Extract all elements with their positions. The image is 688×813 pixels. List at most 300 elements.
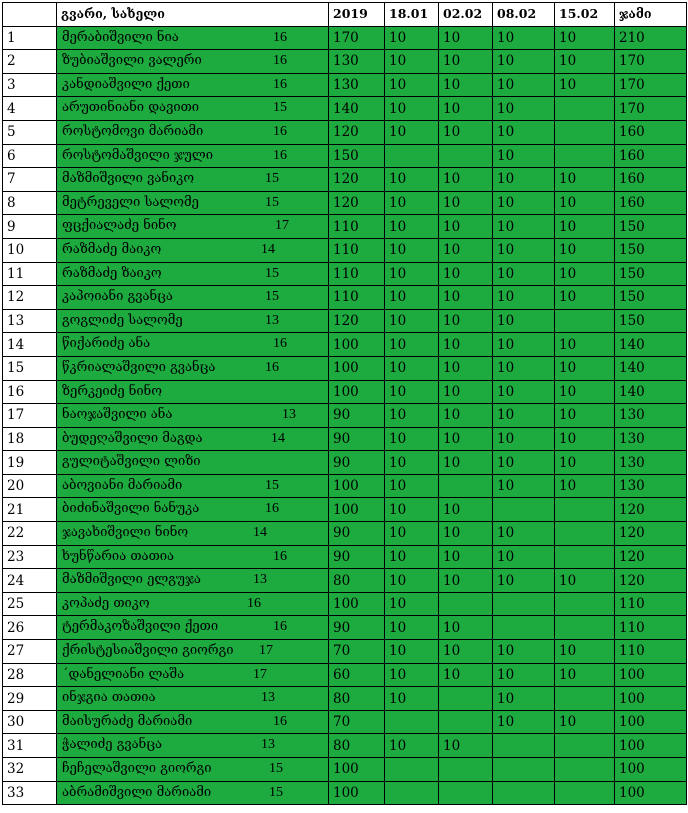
student-cell xyxy=(57,545,329,569)
score-total: 140 xyxy=(615,356,687,380)
student-cell xyxy=(57,640,329,664)
student-cell xyxy=(57,191,329,215)
row-number: 6 xyxy=(3,144,57,168)
score-0202: 10 xyxy=(439,451,493,475)
row-number: 16 xyxy=(3,380,57,404)
score-1801: 10 xyxy=(385,451,439,475)
student-age: 16 xyxy=(247,595,261,611)
score-0802 xyxy=(493,616,555,640)
row-number: 17 xyxy=(3,404,57,428)
score-1801: 10 xyxy=(385,498,439,522)
score-0202: 10 xyxy=(439,191,493,215)
student-cell xyxy=(57,616,329,640)
score-1502: 10 xyxy=(555,663,615,687)
score-0802: 10 xyxy=(493,545,555,569)
student-name: კანდიაშვილი ქეთი xyxy=(62,76,190,92)
student-age: 16 xyxy=(273,619,287,635)
score-0802: 10 xyxy=(493,120,555,144)
student-name: არუთინიანი დავითი xyxy=(62,100,200,116)
student-age: 16 xyxy=(273,76,287,92)
score-1502 xyxy=(555,758,615,782)
score-2019: 100 xyxy=(329,380,385,404)
score-1801: 10 xyxy=(385,474,439,498)
row-number: 30 xyxy=(3,710,57,734)
score-0202 xyxy=(439,781,493,805)
table-row xyxy=(3,356,687,380)
student-cell xyxy=(57,663,329,687)
score-1502: 10 xyxy=(555,215,615,239)
row-number: 32 xyxy=(3,758,57,782)
score-0202: 10 xyxy=(439,73,493,97)
header-date-0802: 08.02 xyxy=(493,3,555,27)
student-age: 14 xyxy=(261,241,275,257)
student-age: 15 xyxy=(265,289,279,305)
table-row xyxy=(3,640,687,664)
table-row xyxy=(3,144,687,168)
row-number: 21 xyxy=(3,498,57,522)
header-date-1801: 18.01 xyxy=(385,3,439,27)
score-0202 xyxy=(439,592,493,616)
score-1801: 10 xyxy=(385,333,439,357)
table-row xyxy=(3,758,687,782)
score-1801: 10 xyxy=(385,191,439,215)
student-name: გოგლიძე სალომე xyxy=(62,312,183,328)
score-0202: 10 xyxy=(439,380,493,404)
student-age: 15 xyxy=(273,100,287,116)
student-cell xyxy=(57,498,329,522)
score-2019: 100 xyxy=(329,498,385,522)
row-number: 25 xyxy=(3,592,57,616)
student-cell xyxy=(57,451,329,475)
row-number: 33 xyxy=(3,781,57,805)
score-1801: 10 xyxy=(385,522,439,546)
row-number: 27 xyxy=(3,640,57,664)
score-2019: 110 xyxy=(329,215,385,239)
score-total: 210 xyxy=(615,26,687,50)
score-1801: 10 xyxy=(385,73,439,97)
score-1801 xyxy=(385,758,439,782)
row-number: 29 xyxy=(3,687,57,711)
score-0802: 10 xyxy=(493,286,555,310)
student-age: 14 xyxy=(253,525,267,541)
student-cell xyxy=(57,474,329,498)
score-0202: 10 xyxy=(439,427,493,451)
score-0802: 10 xyxy=(493,710,555,734)
score-0802: 10 xyxy=(493,73,555,97)
student-cell xyxy=(57,356,329,380)
score-1801: 10 xyxy=(385,687,439,711)
score-total: 160 xyxy=(615,144,687,168)
score-0202 xyxy=(439,144,493,168)
student-age: 13 xyxy=(261,737,275,753)
score-2019: 90 xyxy=(329,404,385,428)
student-name: მეტრეველი სალომე xyxy=(62,194,199,210)
score-1502: 10 xyxy=(555,569,615,593)
score-total: 100 xyxy=(615,663,687,687)
student-age: 15 xyxy=(269,784,283,800)
student-name: აბოვიანი მარიამი xyxy=(62,477,183,493)
table-row xyxy=(3,616,687,640)
student-name: წკრიალაშვილი გვანცა xyxy=(62,359,216,375)
score-1502: 10 xyxy=(555,380,615,404)
score-2019: 100 xyxy=(329,781,385,805)
score-1801 xyxy=(385,710,439,734)
score-2019: 90 xyxy=(329,545,385,569)
table-row xyxy=(3,215,687,239)
student-cell xyxy=(57,286,329,310)
score-total: 100 xyxy=(615,758,687,782)
student-cell xyxy=(57,522,329,546)
score-0802: 10 xyxy=(493,380,555,404)
table-row xyxy=(3,663,687,687)
table-row xyxy=(3,734,687,758)
table-row xyxy=(3,404,687,428)
score-0802: 10 xyxy=(493,215,555,239)
student-name: მაისურაძე მარიამი xyxy=(62,713,193,729)
student-name: ფცქიალაძე ნინო xyxy=(62,218,177,234)
score-1801: 10 xyxy=(385,592,439,616)
score-2019: 90 xyxy=(329,427,385,451)
table-row xyxy=(3,687,687,711)
student-age: 16 xyxy=(273,548,287,564)
score-0202 xyxy=(439,474,493,498)
score-0802: 10 xyxy=(493,309,555,333)
score-total: 160 xyxy=(615,168,687,192)
table-row xyxy=(3,333,687,357)
row-number: 23 xyxy=(3,545,57,569)
student-age: 15 xyxy=(269,761,283,776)
table-row xyxy=(3,97,687,121)
score-2019: 110 xyxy=(329,286,385,310)
score-0802: 10 xyxy=(493,97,555,121)
score-total: 100 xyxy=(615,734,687,758)
score-2019: 100 xyxy=(329,333,385,357)
score-2019: 110 xyxy=(329,238,385,262)
score-1502: 10 xyxy=(555,333,615,357)
score-1801: 10 xyxy=(385,356,439,380)
student-age: 15 xyxy=(265,194,279,210)
student-age: 17 xyxy=(275,218,289,234)
student-cell xyxy=(57,168,329,192)
score-2019: 150 xyxy=(329,144,385,168)
row-number: 24 xyxy=(3,569,57,593)
row-number: 11 xyxy=(3,262,57,286)
score-1502 xyxy=(555,120,615,144)
score-total: 150 xyxy=(615,215,687,239)
score-total: 150 xyxy=(615,286,687,310)
score-0202: 10 xyxy=(439,309,493,333)
table-row xyxy=(3,286,687,310)
row-number: 18 xyxy=(3,427,57,451)
score-2019: 120 xyxy=(329,191,385,215)
score-total: 110 xyxy=(615,640,687,664)
student-cell xyxy=(57,73,329,97)
score-0202: 10 xyxy=(439,734,493,758)
score-2019: 100 xyxy=(329,758,385,782)
student-cell xyxy=(57,710,329,734)
score-0802: 10 xyxy=(493,640,555,664)
row-number: 13 xyxy=(3,309,57,333)
score-0202: 10 xyxy=(439,616,493,640)
score-total: 170 xyxy=(615,50,687,74)
student-age: 16 xyxy=(273,53,287,69)
row-number: 10 xyxy=(3,238,57,262)
score-1801: 10 xyxy=(385,286,439,310)
student-cell xyxy=(57,120,329,144)
score-total: 100 xyxy=(615,687,687,711)
student-cell xyxy=(57,758,329,782)
score-0802: 10 xyxy=(493,687,555,711)
table-row xyxy=(3,498,687,522)
student-age: 16 xyxy=(265,501,279,517)
score-2019: 80 xyxy=(329,734,385,758)
score-0202 xyxy=(439,687,493,711)
student-name: ნაოჯაშვილი ანა xyxy=(62,407,173,423)
score-total: 150 xyxy=(615,238,687,262)
student-name: ´დანელიანი ლაშა xyxy=(62,666,185,682)
score-total: 120 xyxy=(615,522,687,546)
score-2019: 80 xyxy=(329,569,385,593)
student-cell xyxy=(57,734,329,758)
row-number: 4 xyxy=(3,97,57,121)
student-name: მაზმიშვილი ვანიკო xyxy=(62,171,195,187)
row-number: 28 xyxy=(3,663,57,687)
score-total: 130 xyxy=(615,474,687,498)
student-cell xyxy=(57,380,329,404)
score-total: 100 xyxy=(615,710,687,734)
score-2019: 130 xyxy=(329,73,385,97)
table-row xyxy=(3,474,687,498)
student-age: 13 xyxy=(265,312,279,328)
score-0802: 10 xyxy=(493,144,555,168)
score-1801: 10 xyxy=(385,262,439,286)
score-0202: 10 xyxy=(439,569,493,593)
score-total: 130 xyxy=(615,404,687,428)
score-0802: 10 xyxy=(493,356,555,380)
score-0202: 10 xyxy=(439,168,493,192)
student-age: 16 xyxy=(273,336,287,352)
table-row xyxy=(3,451,687,475)
score-0802: 10 xyxy=(493,333,555,357)
row-number: 22 xyxy=(3,522,57,546)
student-age: 16 xyxy=(273,123,287,139)
student-age: 15 xyxy=(265,477,279,493)
student-cell xyxy=(57,50,329,74)
table-row xyxy=(3,120,687,144)
score-total: 100 xyxy=(615,781,687,805)
header-2019: 2019 xyxy=(329,3,385,27)
score-2019: 60 xyxy=(329,663,385,687)
student-name: ბუდეღაშვილი მაგდა xyxy=(62,430,203,446)
score-total: 120 xyxy=(615,498,687,522)
score-1502: 10 xyxy=(555,404,615,428)
student-age: 16 xyxy=(273,713,287,729)
row-number: 5 xyxy=(3,120,57,144)
row-number: 20 xyxy=(3,474,57,498)
score-1502: 10 xyxy=(555,640,615,664)
score-1502 xyxy=(555,781,615,805)
score-total: 160 xyxy=(615,191,687,215)
student-cell xyxy=(57,309,329,333)
row-number: 2 xyxy=(3,50,57,74)
table-row xyxy=(3,168,687,192)
score-2019: 100 xyxy=(329,356,385,380)
score-0802 xyxy=(493,498,555,522)
student-name: ინჯგია თათია xyxy=(62,690,156,706)
score-1801: 10 xyxy=(385,97,439,121)
score-total: 110 xyxy=(615,592,687,616)
score-1801: 10 xyxy=(385,545,439,569)
score-0802: 10 xyxy=(493,569,555,593)
student-age: 13 xyxy=(261,690,275,706)
row-number: 26 xyxy=(3,616,57,640)
score-0802: 10 xyxy=(493,663,555,687)
student-cell xyxy=(57,404,329,428)
score-1801: 10 xyxy=(385,404,439,428)
score-1801 xyxy=(385,144,439,168)
score-2019: 80 xyxy=(329,687,385,711)
score-1801 xyxy=(385,781,439,805)
student-cell xyxy=(57,592,329,616)
score-0202: 10 xyxy=(439,97,493,121)
score-1502 xyxy=(555,309,615,333)
table-row xyxy=(3,592,687,616)
score-1502: 10 xyxy=(555,73,615,97)
score-0202: 10 xyxy=(439,498,493,522)
student-name: ზერკეიძე ნინო xyxy=(62,383,163,399)
score-2019: 100 xyxy=(329,592,385,616)
score-total: 120 xyxy=(615,569,687,593)
score-total: 130 xyxy=(615,427,687,451)
student-age: 17 xyxy=(253,666,267,682)
student-cell xyxy=(57,781,329,805)
header-date-1502: 15.02 xyxy=(555,3,615,27)
student-cell xyxy=(57,144,329,168)
student-age: 15 xyxy=(265,265,279,281)
score-1502 xyxy=(555,144,615,168)
score-0202: 10 xyxy=(439,26,493,50)
student-name: ქრისტესიაშვილი გიორგი xyxy=(62,643,234,659)
student-cell xyxy=(57,333,329,357)
score-1801: 10 xyxy=(385,569,439,593)
table-row xyxy=(3,73,687,97)
table-row xyxy=(3,26,687,50)
score-1801: 10 xyxy=(385,26,439,50)
score-0802: 10 xyxy=(493,522,555,546)
score-1502: 10 xyxy=(555,238,615,262)
student-name: ტერმაკოზაშვილი ქეთი xyxy=(62,619,219,635)
header-date-0202: 02.02 xyxy=(439,3,493,27)
score-1502 xyxy=(555,545,615,569)
score-2019: 100 xyxy=(329,474,385,498)
student-cell xyxy=(57,569,329,593)
student-name: როსტომაშვილი ჯული xyxy=(62,147,214,163)
score-2019: 170 xyxy=(329,26,385,50)
student-cell xyxy=(57,262,329,286)
student-name: კოპაძე თიკო xyxy=(62,595,150,611)
table-row xyxy=(3,50,687,74)
score-1801: 10 xyxy=(385,380,439,404)
score-1502: 10 xyxy=(555,26,615,50)
score-0802: 10 xyxy=(493,404,555,428)
score-total: 170 xyxy=(615,97,687,121)
student-name: ხუნწარია თათია xyxy=(62,548,175,564)
score-0802: 10 xyxy=(493,427,555,451)
score-total: 170 xyxy=(615,73,687,97)
student-name: კაპოიანი გვანცა xyxy=(62,289,173,305)
score-total: 150 xyxy=(615,262,687,286)
student-cell xyxy=(57,26,329,50)
score-total: 110 xyxy=(615,616,687,640)
score-0202: 10 xyxy=(439,545,493,569)
score-0802 xyxy=(493,758,555,782)
score-1502 xyxy=(555,592,615,616)
header-number xyxy=(3,3,57,27)
table-row xyxy=(3,262,687,286)
score-2019: 70 xyxy=(329,640,385,664)
student-cell xyxy=(57,215,329,239)
score-1502 xyxy=(555,734,615,758)
score-2019: 120 xyxy=(329,120,385,144)
header-row xyxy=(3,3,687,27)
student-age: 16 xyxy=(273,147,287,163)
score-0202: 10 xyxy=(439,522,493,546)
score-0202: 10 xyxy=(439,286,493,310)
table-row xyxy=(3,309,687,333)
table-row xyxy=(3,380,687,404)
student-name: ჩეჩელაშვილი გიორგი xyxy=(62,761,212,776)
score-0202: 10 xyxy=(439,404,493,428)
score-1801: 10 xyxy=(385,309,439,333)
student-age: 13 xyxy=(253,572,267,588)
row-number: 1 xyxy=(3,26,57,50)
score-0202: 10 xyxy=(439,215,493,239)
score-2019: 70 xyxy=(329,710,385,734)
score-0202: 10 xyxy=(439,262,493,286)
student-name: მერაბიშვილი ნია xyxy=(62,29,179,45)
score-0802 xyxy=(493,592,555,616)
score-0202: 10 xyxy=(439,333,493,357)
row-number: 12 xyxy=(3,286,57,310)
score-0802 xyxy=(493,734,555,758)
row-number: 15 xyxy=(3,356,57,380)
score-1502: 10 xyxy=(555,168,615,192)
student-name: აბრამიშვილი მარიამი xyxy=(62,784,212,800)
score-2019: 90 xyxy=(329,522,385,546)
score-0202 xyxy=(439,758,493,782)
student-age: 13 xyxy=(282,407,296,423)
student-name: მაზმიშვილი ელგუჯა xyxy=(62,572,201,588)
score-0802: 10 xyxy=(493,262,555,286)
row-number: 9 xyxy=(3,215,57,239)
score-total: 140 xyxy=(615,333,687,357)
score-0202: 10 xyxy=(439,663,493,687)
table-row xyxy=(3,569,687,593)
score-total: 120 xyxy=(615,545,687,569)
score-1502: 10 xyxy=(555,474,615,498)
score-0202: 10 xyxy=(439,356,493,380)
score-total: 150 xyxy=(615,309,687,333)
score-0202: 10 xyxy=(439,640,493,664)
score-0202: 10 xyxy=(439,238,493,262)
score-0202: 10 xyxy=(439,50,493,74)
student-age: 17 xyxy=(259,643,273,659)
student-name: ჭალიძე გვანცა xyxy=(62,737,163,753)
row-number: 3 xyxy=(3,73,57,97)
score-0802: 10 xyxy=(493,474,555,498)
score-1502: 10 xyxy=(555,356,615,380)
score-2019: 140 xyxy=(329,97,385,121)
